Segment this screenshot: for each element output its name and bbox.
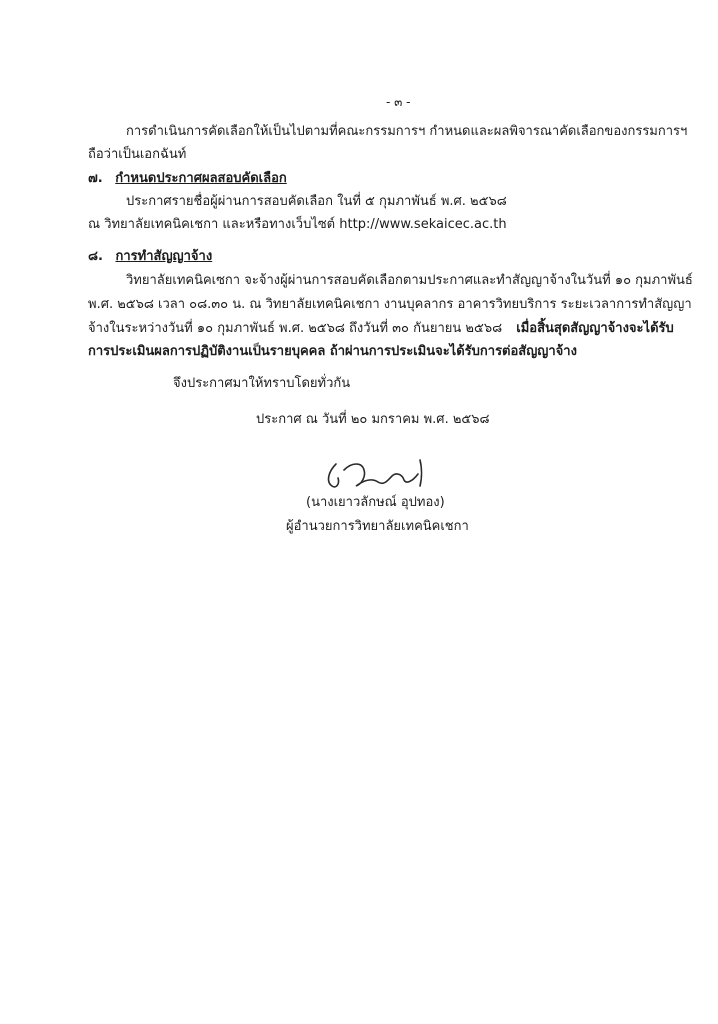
intro-line-1: การดำเนินการคัดเลือกให้เป็นไปตามที่คณะกรรมการฯ กำหนดและผลพิจารณาคัดเลือกของกรรมการฯ (126, 124, 688, 139)
section7-heading-row (88, 170, 287, 188)
section8-line-3 (88, 320, 674, 338)
section8-line-3-emphasis: เมื่อสิ้นสุดสัญญาจ้างจะได้รับ (516, 321, 674, 336)
announcement-date: ประกาศ ณ วันที่ ๒๐ มกราคม พ.ศ. ๒๕๖๘ (256, 412, 490, 427)
section7-heading: กำหนดประกาศผลสอบคัดเลือก (115, 171, 287, 186)
section7-line-2: ณ วิทยาลัยเทคนิคเชกา และหรือทางเว็บไซต์ http://www.sekaicec.ac.th (88, 217, 507, 232)
section8-line-1: วิทยาลัยเทคนิคเซกา จะจ้างผู้ผ่านการสอบคัดเลือกตามประกาศและทำสัญญาจ้างในวันที่ ๑๐ กุมภาพันธ์ (126, 273, 693, 288)
section7-line-1: ประกาศรายชื่อผู้ผ่านการสอบคัดเลือก ในที่ ๕ กุมภาพันธ์ พ.ศ. ๒๕๖๘ (126, 194, 507, 209)
page-number: - ๓ - (386, 95, 411, 109)
section8-heading: การทำสัญญาจ้าง (115, 249, 213, 264)
section8-line-3-text: จ้างในระหว่างวันที่ ๑๐ กุมภาพันธ์ พ.ศ. ๒๕๖๘ ถึงวันที่ ๓๐ กันยายน ๒๕๖๘ (88, 321, 503, 336)
section8-heading-row (88, 248, 212, 266)
section8-number: ๘. (88, 249, 103, 264)
handwritten-signature (318, 456, 430, 496)
signer-name: (นางเยาวลักษณ์ อุปทอง) (306, 495, 445, 510)
section7-number: ๗. (88, 171, 103, 186)
section8-line-4-emphasis: การประเมินผลการปฏิบัติงานเป็นรายบุคคล ถ้าผ่านการประเมินจะได้รับการต่อสัญญาจ้าง (88, 344, 577, 359)
signer-position: ผู้อำนวยการวิทยาลัยเทคนิคเชกา (286, 519, 469, 534)
section8-line-2: พ.ศ. ๒๕๖๘ เวลา ๐๘.๓๐ น. ณ วิทยาลัยเทคนิคเชกา งานบุคลากร อาคารวิทยบริการ ระยะเวลาการทำสัญญา (88, 297, 692, 312)
intro-line-2: ถือว่าเป็นเอกฉันท์ (88, 147, 187, 162)
closing-announcement: จึงประกาศมาให้ทราบโดยทั่วกัน (173, 376, 351, 391)
